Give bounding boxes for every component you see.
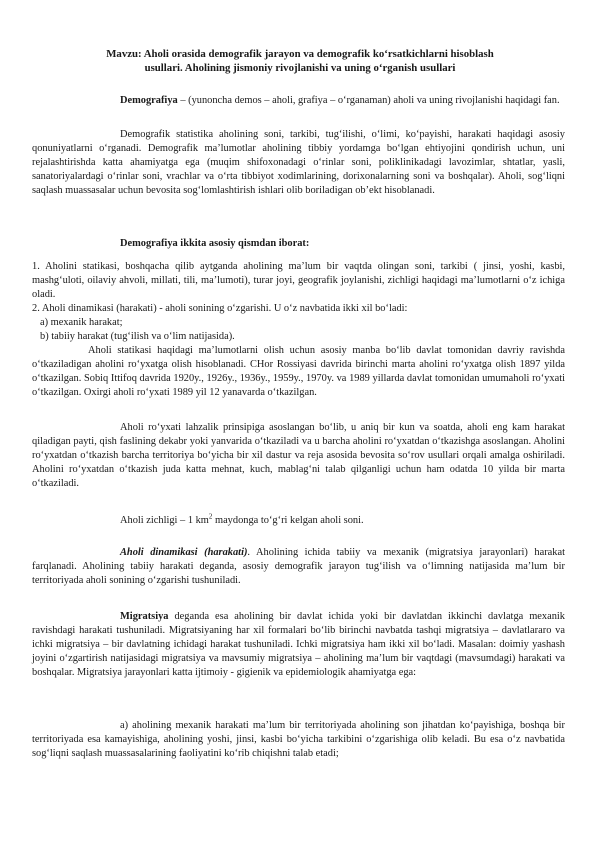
migration-term: Migratsiya [120, 611, 169, 622]
paragraph-demographic-statistics: Demografik statistika aholining soni, tarkibi, tug‘ilishi, o‘limi, ko‘payishi, harakati haqidagi asosiy qonuniyatlarni o‘rganadi. Demografik ma’lumotlar aholining tibbiy yordamga bo‘lgan ehtiyojini qondirish uchun, uni rejalashtirishda katta ahamiyatga ega (muqim shifoxonadagi o‘rinlar soni, poliklinikadagi lavozimlar, shtatlar, yasli, sanatoriyalardagi o‘rinlar soni, vrachlar va o‘rta tibbiyot xodimlarining, dorixonalarning soni va boshqalar). Aholi, sog‘liqni saqlash muassasalar uchun bevosita sog‘lomlashtirish ishlari olib boriladigan ob’ekt hisoblanadi. [32, 129, 565, 196]
migration-text: deganda esa aholining bir davlat ichida yoki bir davlatdan ikkinchi davlatga mexanik ravishdagi harakati tushuniladi. Migratsiyaning har xil formalari bo‘lib birinchi navbatda tashqi migratsiya – davlatlararo va ichki migratsiya – bir davlatning ichidagi harakat tushuniladi. Ichki migratsiya ham ikki xil bo‘ladi. Masalan: doimiy yashash joyini o‘zgartirish natijasidagi migratsiya va mavsumiy migratsiya – aholining ma’lum bir vaqtdagi (mavsumdagi) harakati va boshqalar. Migratsiya jarayonlari katta ijtimoiy - gigienik va epidemiologik ahamiyatga ega: [32, 611, 565, 678]
density-text: Aholi zichligi – 1 km [120, 515, 209, 526]
density-text-end: maydonga to‘g‘ri kelgan aholi soni. [212, 515, 364, 526]
section-heading-text: Demografiya ikkita asosiy qismdan iborat: [120, 238, 310, 249]
definition-paragraph [32, 94, 565, 108]
definition-text: – (yunoncha demos – aholi, grafiya – o‘rganaman) aholi va uning rivojlanishi haqidagi fan. [177, 95, 560, 106]
density-superscript: 2 [208, 512, 213, 521]
definition-term: Demografiya [120, 95, 178, 106]
paragraph-density [32, 514, 565, 528]
dynamics-text: . Aholining ichida tabiiy va mexanik (migratsiya jarayonlari) harakat farqlanadi. Aholining tabiiy harakati deganda, asosiy demografik jarayon tug‘ilish va o‘limning natijasida ma’lum bir territoriyada aholi sonining o‘zgarishi tushuniladi. [32, 547, 565, 586]
section-heading [32, 237, 565, 251]
paragraph-mechanical-movement: a) aholining mexanik harakati ma’lum bir territoriyada aholining son jihatdan ko‘payishiga, boshqa bir territoriyada esa kamayishiga, aholining yoshi, jinsi, kasbi bo‘yicha tarkibini o‘zgarishiga olib keladi. Bu esa o‘z navbatida sog‘liqni saqlash muassasalarining faoliyatini ko‘rib chiqishni talab etadi; [32, 720, 565, 759]
paragraph-census-principle: Aholi ro‘yxati lahzalik prinsipiga asoslangan bo‘lib, u aniq bir kun va soatda, aholi eng kam harakat qiladigan payti, qish faslining dekabr yoki yanvarida o‘tkaziladi va u barcha aholini ro‘yxatdan o‘tkazishga asoslangan. Aholini ro‘yxatdan o‘tkazish barcha territoriya bo‘yicha bir xil dastur va reja asosida bevosita so‘rov usullari orqali amalga oshiriladi. Aholini ro‘yxatdan o‘tkazish juda katta mehnat, kuch, mablag‘ni talab qilganligi uchun ham odatda 10 yilda bir marta o‘tkaziladi. [32, 422, 565, 489]
sub-item-b: b) tabiiy harakat (tug‘ilish va o‘lim natijasida). [40, 331, 235, 342]
title-line-1: Mavzu: Aholi orasida demografik jarayon va demografik ko‘rsatkichlarni hisoblash [106, 48, 494, 60]
document-title [90, 47, 510, 75]
title-line-2: usullari. Aholining jismoniy rivojlanishi va uning o‘rganish usullari [144, 62, 456, 74]
list-item-2: 2. Aholi dinamikasi (harakati) - aholi sonining o‘zgarishi. U o‘z navbatida ikki xil bo‘ladi: [32, 303, 408, 314]
dynamics-term: Aholi dinamikasi (harakati) [120, 547, 248, 558]
paragraph-population-dynamics [32, 546, 565, 588]
sub-item-a: a) mexanik harakat; [40, 317, 123, 328]
paragraph-migration [32, 610, 565, 680]
list-item-1: 1. Aholini statikasi, boshqacha qilib aytganda aholining ma’lum bir vaqtda olingan soni, tarkibi ( jinsi, yoshi, kasbi, mashg‘uloti, oilaviy ahvoli, millati, tili, ma’lumoti), turar joyi, geografik joylanishi, zichligi haqidagi ma’lumotlarni o‘z ichiga oladi. [32, 261, 565, 300]
paragraph-census: Aholi statikasi haqidagi ma’lumotlarni olish uchun asosiy manba bo‘lib davlat tomonidan davriy ravishda o‘tkaziladigan aholini ro‘yxatga olish hisoblanadi. CHor Rossiyasi davrida birinchi marta aholini ro‘yxatga olish 1897 yilda o‘tkazilgan. Sobiq Ittifoq davrida 1920y., 1926y., 1936y., 1959y., 1970y. va 1989 yillarda davlat tomonidan umumaholi ro‘yxati o‘tkazilgan. Oxirgi aholi ro‘yxati 1989 yil 12 yanavarda o‘tkazilgan. [32, 345, 565, 398]
